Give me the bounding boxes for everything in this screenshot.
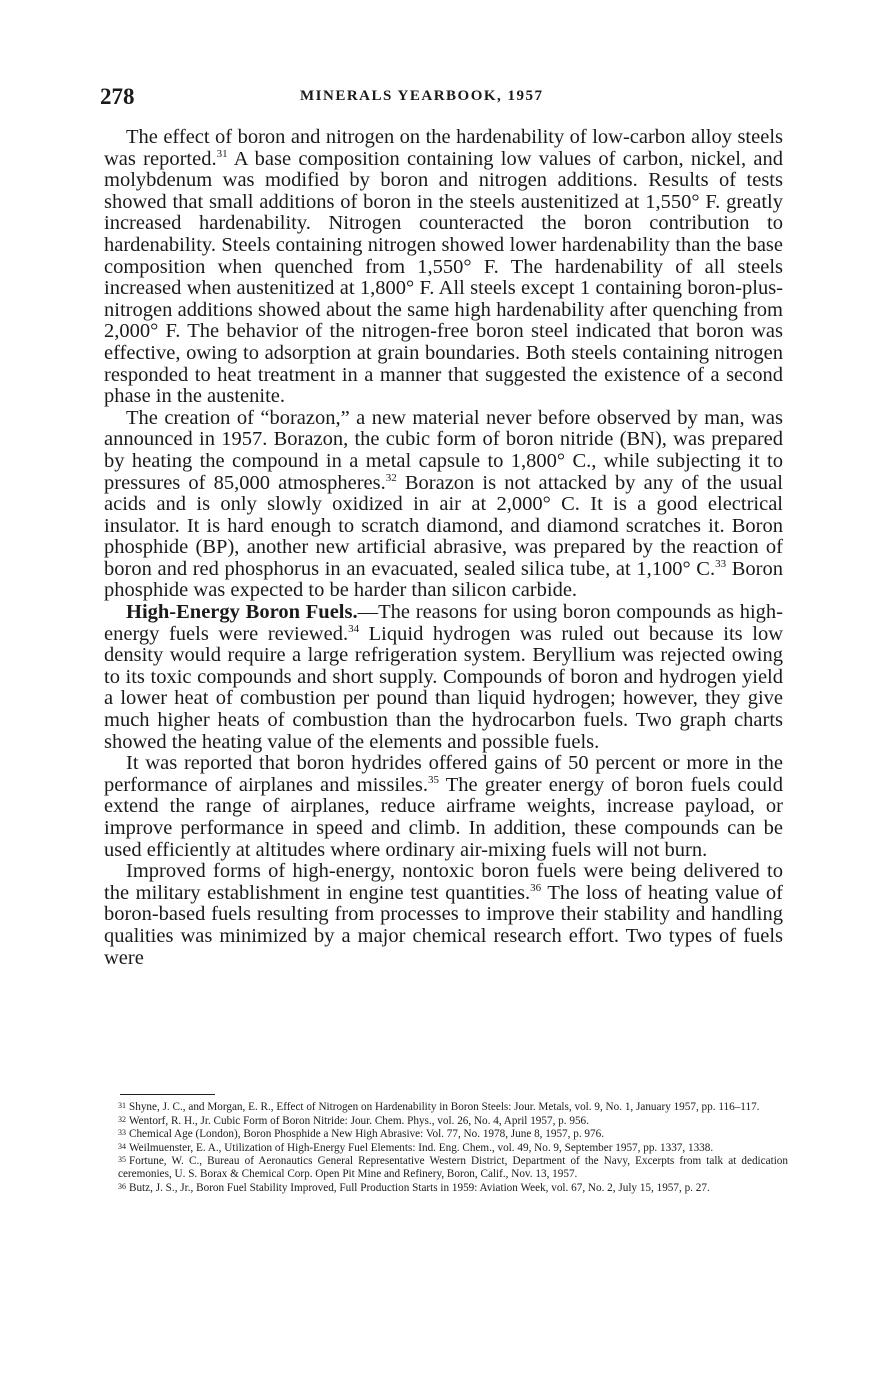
paragraph-text: Liquid hydrogen was ruled out because its low density would require a large refrigeration system. Beryllium was rejected owing to its toxic compounds and short supply. Compounds of boron and hydrogen yield a lower heat of combustion per pound than liquid hydrogen; however, they give much higher heats of combustion than the hydrocarbon fuels. Two graph charts showed the heating value of the elements and possible fuels. (104, 622, 783, 753)
paragraph-text: The effect of boron and nitrogen on the hardenability of low-carbon alloy steels was reported. (104, 126, 783, 170)
footnote-text: Wentorf, R. H., Jr. Cubic Form of Boron Nitride: Jour. Chem. Phys., vol. 26, No. 4, April 1957, p. 956. (129, 1114, 589, 1127)
footnote-number: 33 (118, 1128, 126, 1138)
footnote-text: Chemical Age (London), Boron Phosphide a New High Abrasive: Vol. 77, No. 1978, June 8, 1957, p. 976. (129, 1128, 605, 1141)
section-run-in-heading: High-Energy Boron Fuels. (126, 601, 358, 624)
paragraph-text: The creation of “borazon,” a new material never before observed by man, was announced in 1957. Borazon, the cubic form of boron nitride (BN), was prepared by heating the compound in a metal capsule to 1,800° C., while subjecting it to pressures of 85,000 atmospheres. (104, 406, 783, 494)
paragraph-text: The greater energy of boron fuels could extend the range of airplanes, reduce airframe weights, increase payload, or improve performance in speed and climb. In addition, these compounds can be used efficiently at altitudes where ordinary air-mixing fuels will not burn. (104, 773, 783, 861)
footnote-ref: 36 (530, 881, 542, 894)
footnote (118, 1181, 788, 1195)
footnote (118, 1141, 788, 1155)
footnote-number: 34 (118, 1141, 126, 1151)
paragraph-borons-hardenability (104, 127, 783, 408)
paragraph-text: A base composition containing low values of carbon, nickel, and molybdenum was modified by boron and nitrogen additions. Results of tests showed that small additions of boron in the steels austenitized at 1,550° F. greatly increased hardenability. Nitrogen counteracted the boron contribution to hardenability. Steels containing nitrogen showed lower hardenability than the base composition when quenched from 1,550° F. The hardenability of all steels increased when austenitized at 1,800° F. All steels except 1 containing boron-plus-nitrogen additions showed about the same high hardenability after quenching from 2,000° F. The behavior of the nitrogen-free boron steel indicated that boron was effective, owing to adsorption at grain boundaries. Both steels containing nitrogen responded to heat treatment in a manner that suggested the existence of a second phase in the austenite. (104, 147, 783, 408)
page-header (100, 84, 780, 112)
paragraph-text: It was reported that boron hydrides offered gains of 50 percent or more in the performance of airplanes and missiles. (104, 752, 783, 796)
paragraph-text: Borazon is not attacked by any of the usual acids and is only slowly oxidized in air at 2,000° C. It is a good electrical insulator. It is hard enough to scratch diamond, and diamond scratches it. Boron phosphide (BP), another new artificial abrasive, was prepared by the reaction of boron and red phosphorus in an evacuated, sealed silica tube, at 1,100° C. (104, 471, 783, 580)
footnote-ref: 35 (427, 773, 439, 786)
paragraph-text: Improved forms of high-energy, nontoxic boron fuels were being delivered to the military establishment in engine test quantities. (104, 860, 783, 904)
footnote (118, 1114, 788, 1128)
footnote-number: 31 (118, 1101, 126, 1110)
footnote-ref: 34 (348, 622, 360, 635)
paragraph-text: Boron phosphide was expected to be harder than silicon carbide. (104, 557, 784, 602)
footnote-text: Fortune, W. C., Bureau of Aeronautics General Representative Western District, Department of the Navy, Excerpts from talk at dedication ceremonies, U. S. Borax & Chemical Corp. Open Pit Mine and Refinery, Boron, Calif., Nov. 13, 1957. (118, 1155, 788, 1180)
paragraph-borazon (104, 408, 783, 602)
body-text (104, 127, 783, 969)
footnote-text: Shyne, J. C., and Morgan, E. R., Effect of Nitrogen on Hardenability in Boron Steels: Jour. Metals, vol. 9, No. 1, January 1957, pp. 116–117. (129, 1101, 760, 1113)
page-number: 278 (100, 84, 135, 109)
footnote (118, 1154, 788, 1180)
footnote-ref: 32 (385, 471, 397, 484)
footnote (118, 1100, 788, 1114)
paragraph-improved-fuels (104, 861, 783, 969)
footnote-ref: 31 (216, 147, 228, 160)
footnote-number: 32 (118, 1114, 126, 1124)
footnote-text: Butz, J. S., Jr., Boron Fuel Stability Improved, Full Production Starts in 1959: Aviation Week, vol. 67, No. 2, July 15, 1957, p. 27. (129, 1181, 710, 1194)
footnote-number: 35 (118, 1155, 126, 1165)
paragraph-text: —The reasons for using boron compounds as high-energy fuels were reviewed. (104, 601, 783, 645)
paragraph-boron-hydrides (104, 753, 783, 861)
footnote-text: Weilmuenster, E. A., Utilization of High-Energy Fuel Elements: Ind. Eng. Chem., vol. 49, No. 9, September 1957, pp. 1337, 1338. (129, 1141, 714, 1154)
footnote (118, 1127, 788, 1141)
footnotes (118, 1100, 788, 1194)
footnote-ref: 33 (715, 558, 727, 571)
paragraph-text: The loss of heating value of boron-based fuels resulting from processes to improve their stability and handling qualities was minimized by a major chemical research effort. Two types of fuels were (104, 881, 783, 969)
running-title: MINERALS YEARBOOK, 1957 (300, 88, 544, 104)
paragraph-high-energy-fuels (104, 602, 783, 753)
footnote-divider (120, 1094, 215, 1095)
footnote-number: 36 (118, 1181, 126, 1191)
